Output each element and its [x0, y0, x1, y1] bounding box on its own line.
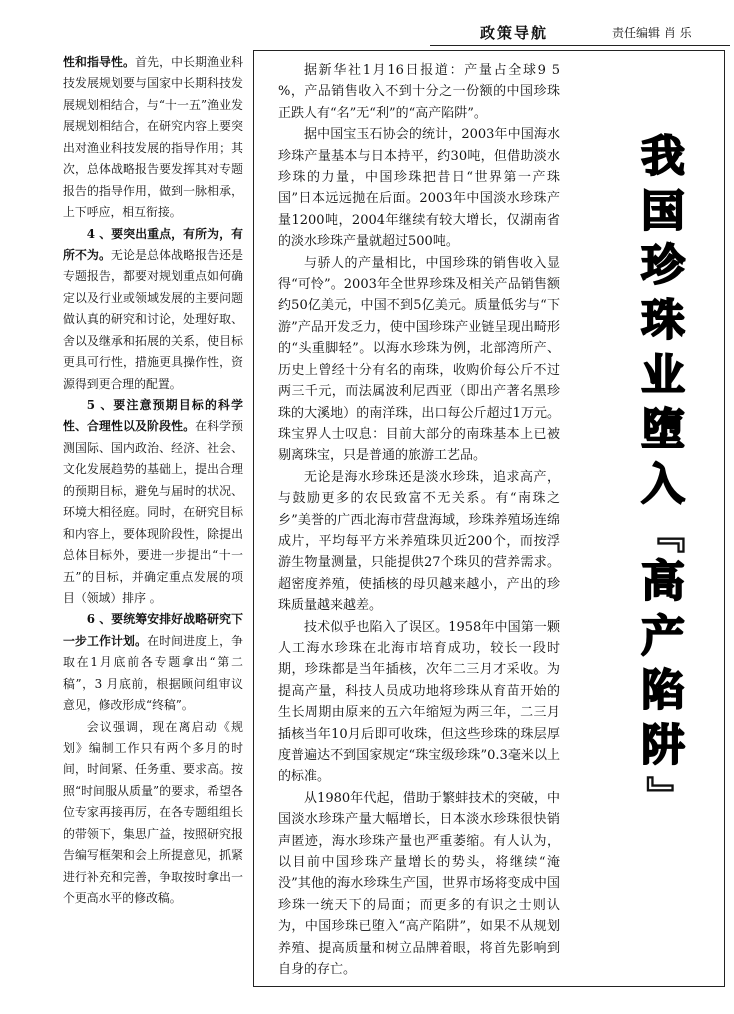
editor-credit: 责任编辑 肖 乐	[612, 26, 692, 40]
paragraph-lead: 6 、要统筹安排好战略研究下一步工作计划。	[63, 612, 243, 648]
paragraph-lead: 4 、要突出重点，有所为，有所不为。	[63, 226, 243, 262]
paragraph-lead: 性和指导性。	[63, 55, 136, 69]
paragraph-text: 无论是总体战略报告还是专题报告，都要对规划重点如何确定以及行业或领域发展的主要问题做认真的研究和讨论，处理好取、舍以及继承和拓展的关系，使目标更具可行性，措施更具操作性，资源得到更合理的配置。	[63, 247, 243, 391]
title-char: 陷	[641, 666, 685, 717]
paragraph-lead: 5 、要注意预期目标的科学性、合理性以及阶段性。	[63, 398, 243, 434]
title-char: 堕	[641, 405, 685, 456]
paragraph: 据新华社1月16日报道：产量占全球9 5 %，产品销售收入不到十分之一份额的中国珍珠正跌人有“名”无“利”的“高产陷阱”。	[278, 63, 560, 121]
paragraph	[63, 717, 243, 910]
paragraph	[63, 609, 243, 716]
title-close-quote: 』	[641, 775, 687, 815]
article-title	[608, 130, 718, 815]
paragraph	[63, 52, 243, 224]
paragraph	[63, 395, 243, 609]
title-char: 珍	[641, 241, 685, 292]
paragraph: 从1980年代起，借助于繁蚌技术的突破，中国淡水珍珠产量大幅增长，日本淡水珍珠很快销声匿迹，海水珍珠产量也严重萎缩。有人认为，以目前中国珍珠产量增长的势头，将继续“淹没”其他的海水珍珠生产国，世界市场将变成中国珍珠一统天下的局面；而更多的有识之士则认为，中国珍珠已堕入“高产陷阱”，如果不从规划养殖、提高质量和树立品牌着眼，将首先影响到自身的存亡。	[278, 790, 560, 978]
section-name: 政策导航	[480, 24, 549, 42]
title-open-quote: 『	[641, 514, 687, 554]
middle-column	[278, 60, 560, 980]
paragraph-text: 在科学预测国际、国内政治、经济、社会、文化发展趋势的基础上，提出合理的预期目标，避免与届时的状况、环境大相径庭。同时，在研究目标和内容上，要体现阶段性，除提出总体目标外，要进一步提出“十一五”的目标，并确定重点发展的项目（领域）排序 。	[63, 419, 243, 605]
paragraph-text: 首先，中长期渔业科技发展规划要与国家中长期科技发展规划相结合，与“十一五”渔业发展规划相结合，在研究内容上要突出对渔业科技发展的指导作用；其次，总体战略报告要发挥其对专题报告的指导作用，做到一脉相承，上下呼应，相互衔接。	[63, 55, 243, 220]
header-rule	[430, 45, 730, 46]
paragraph: 据中国宝玉石协会的统计，2003年中国海水珍珠产量基本与日本持平，约30吨，但借助淡水珍珠的力量，中国珍珠把昔日“世界第一产珠国”日本远远抛在后面。2003年中国淡水珍珠产量1200吨，2004年继续有较大增长，仅湖南省的淡水珍珠产量就超过500吨。	[278, 127, 560, 250]
page-header	[430, 22, 730, 44]
title-char: 国	[641, 186, 685, 237]
title-char: 入	[641, 460, 685, 511]
title-char: 业	[641, 350, 685, 401]
title-char: 阱	[641, 720, 685, 771]
title-char: 产	[641, 611, 685, 662]
title-char: 我	[641, 132, 685, 182]
paragraph-text: 会议强调，现在离启动《规划》编制工作只有两个多月的时间，时间紧、任务重、要求高。按照“时间服从质量”的要求，希望各位专家再接再厉，在各专题组组长的带领下，集思广益，按照研究报告编写框架和会上所提意见，抓紧进行补充和完善，争取按时拿出一个更高水平的修改稿。	[63, 719, 243, 906]
title-char: 高	[641, 556, 685, 607]
paragraph	[63, 224, 243, 396]
title-char: 珠	[641, 296, 685, 347]
paragraph-text: 在时间进度上，争取在1月底前各专题拿出“第二稿”，3 月底前，根据顾问组审议意见，修改形成“终稿”。	[63, 633, 243, 713]
paragraph: 与骄人的产量相比，中国珍珠的销售收入显得“可怜”。2003年全世界珍珠及相关产品销售额约50亿美元，中国不到5亿美元。质量低劣与“下游”产品开发乏力，使中国珍珠产业链呈现出畸形的“头重脚轻”。以海水珍珠为例，北部湾所产、历史上曾经十分有名的南珠，收购价每公斤不过两三千元，而法属波利尼西亚（即出产著名黑珍珠的大溪地）的南洋珠，出口每公斤超过1万元。珠宝界人士叹息：目前大部分的南珠基本上已被剔离珠宝，只是普通的旅游工艺品。	[278, 255, 560, 464]
paragraph: 无论是海水珍珠还是淡水珍珠，追求高产，与鼓励更多的农民致富不无关系。有“南珠之乡”美誉的广西北海市营盘海域，珍珠养殖场连绵成片，平均每平方米养殖珠贝近200个，而按浮游生物量测量，只能提供27个珠贝的营养需求。超密度养殖，使插核的母贝越来越小，产出的珍珠质量越来越差。	[278, 469, 560, 614]
left-column	[63, 52, 243, 910]
paragraph: 技术似乎也陷入了误区。1958年中国第一颗人工海水珍珠在北海市培育成功，较长一段时期，珍珠都是当年插核，次年二三月才采收。为提高产量，科技人员成功地将珍珠从育苗开始的生长周期由原来的五六年缩短为两三年，二三月插核当年10月后即可收珠，但这些珍珠的珠层厚度普遍达不到国家规定“珠宝级珍珠”0.3毫米以上的标准。	[278, 619, 560, 785]
